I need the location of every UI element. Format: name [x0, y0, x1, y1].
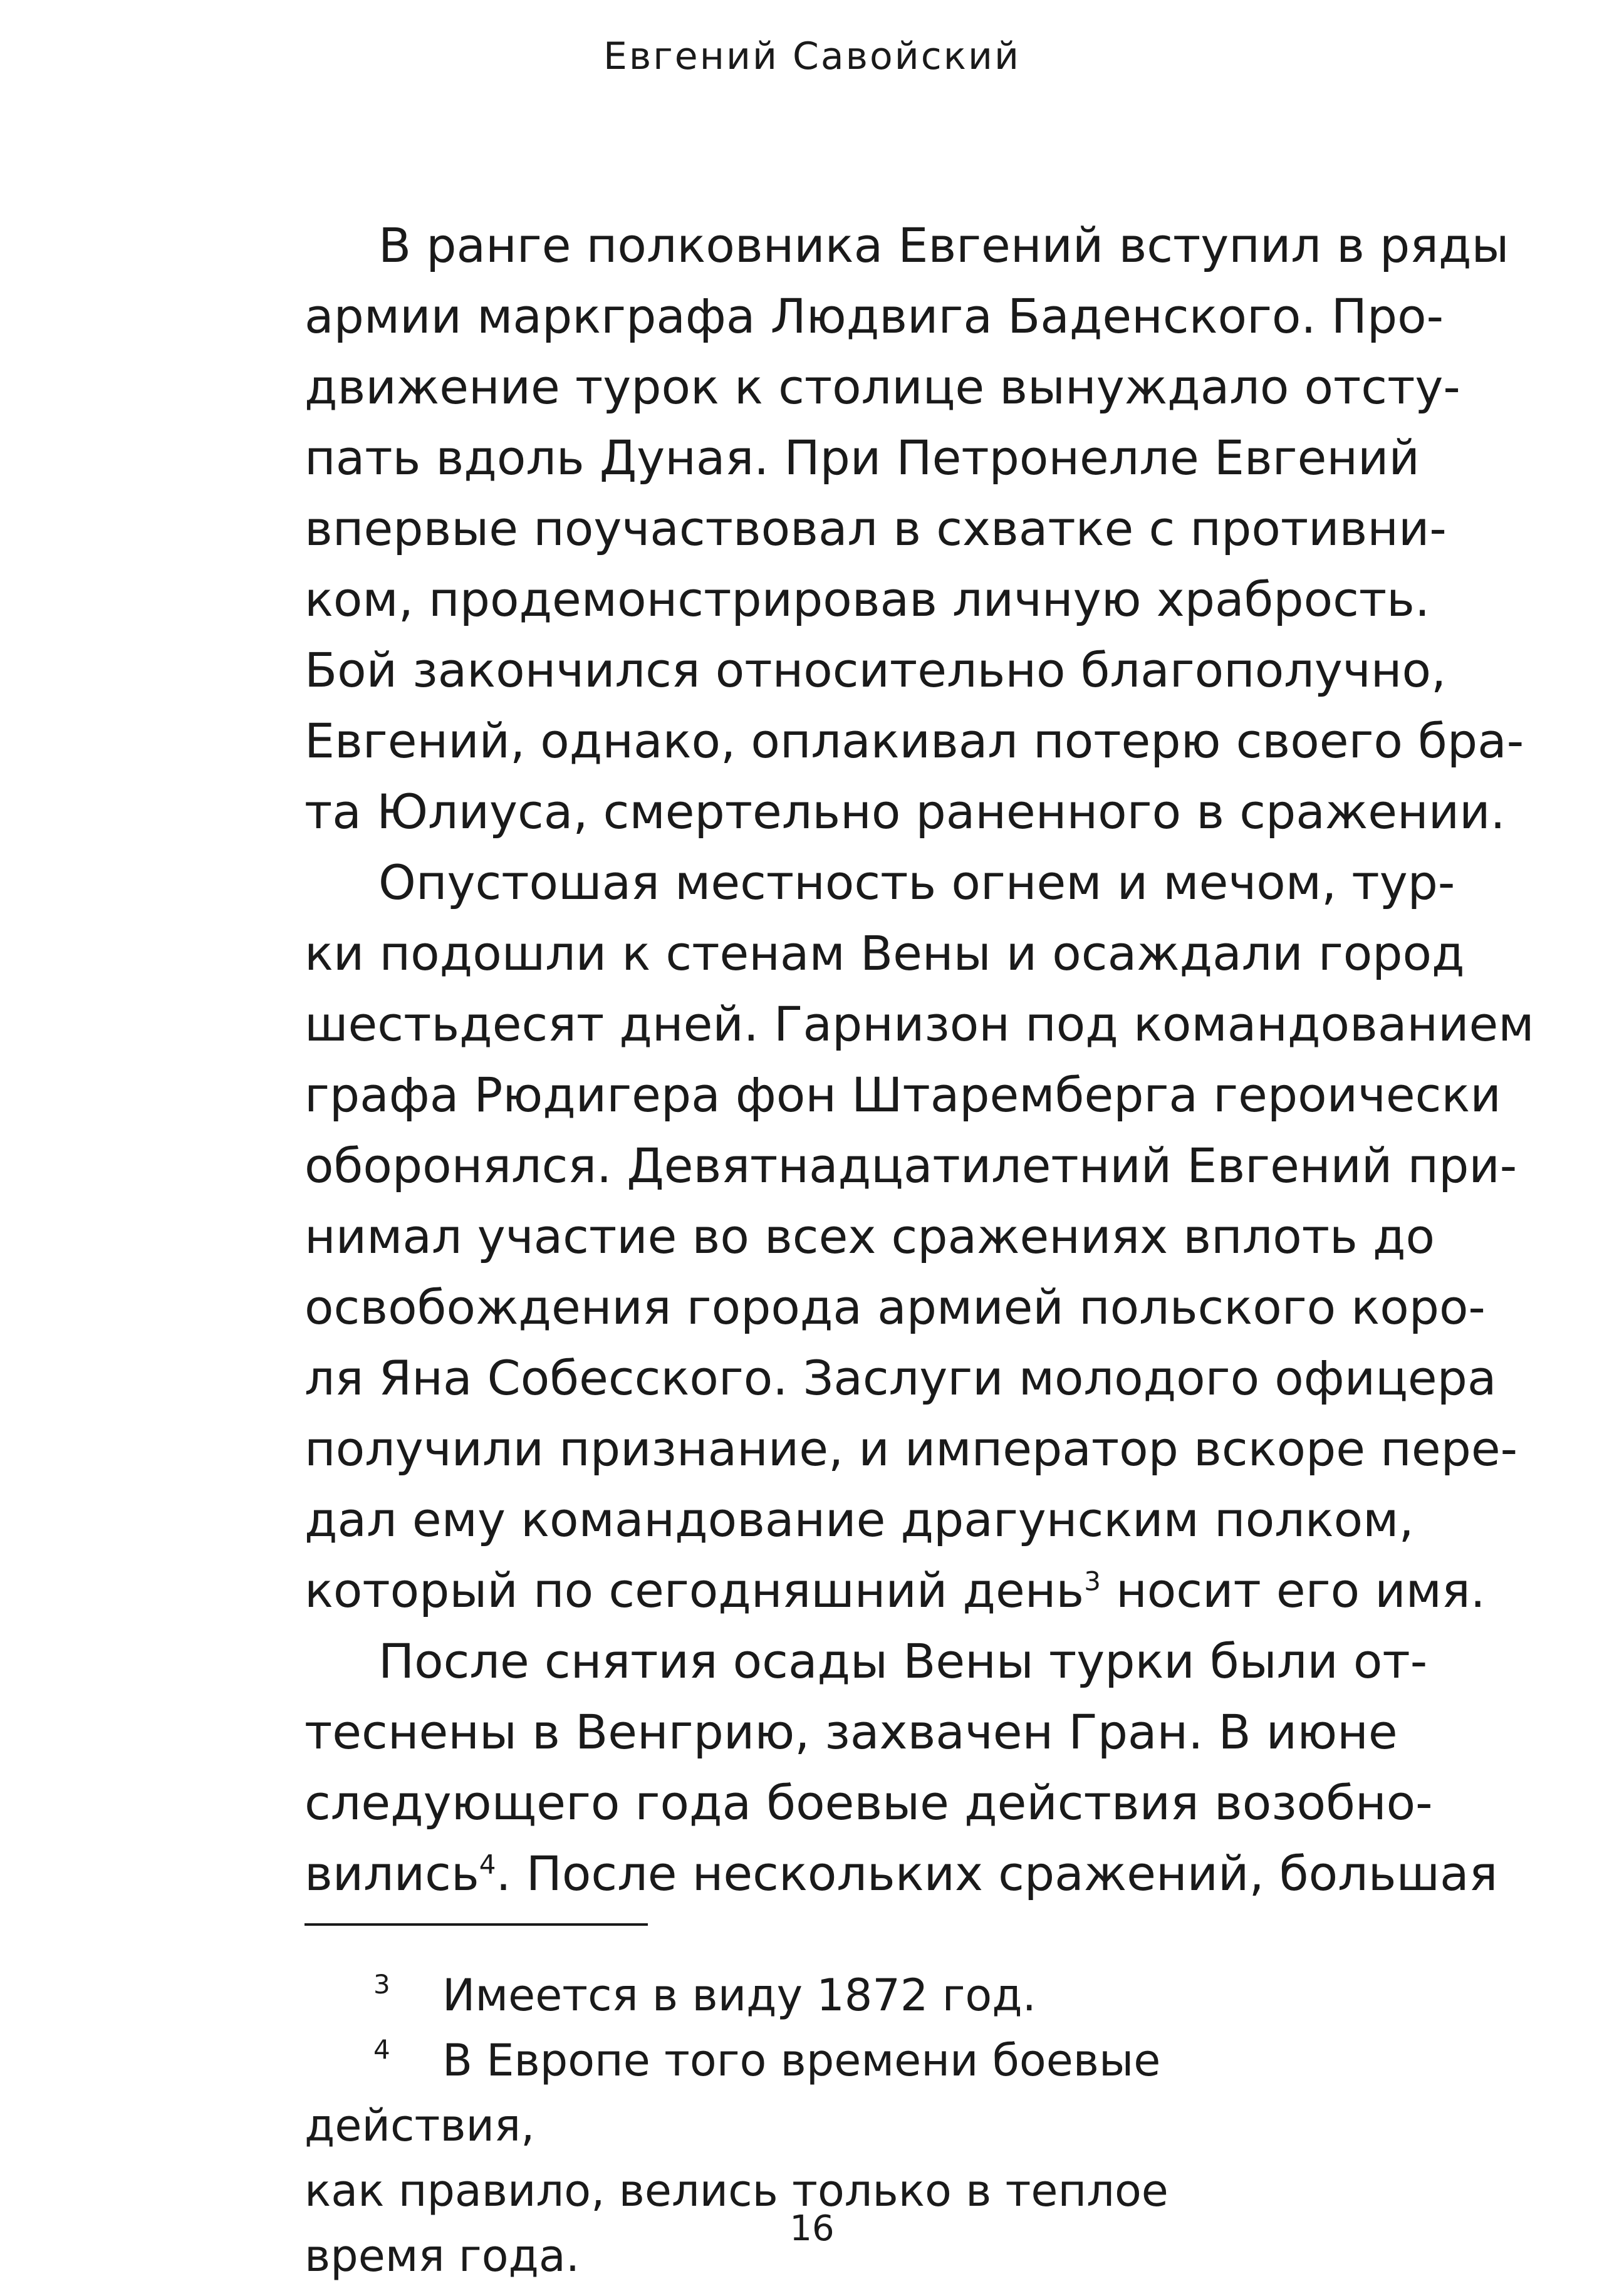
footnote-text: В Европе того времени боевые действия,: [304, 2035, 1161, 2151]
text-line: следующего года боевые действия возобно-: [304, 1775, 1433, 1831]
text-line: армии маркграфа Людвига Баденского. Про-: [304, 288, 1444, 344]
text-line: Опустошая местность огнем и мечом, тур-: [378, 855, 1455, 910]
text-line: ком, продемонстрировав личную храбрость.: [304, 571, 1430, 627]
text-line: ля Яна Собесского. Заслуги молодого офицера: [304, 1350, 1497, 1406]
footnote-text: Имеется в виду 1872 год.: [442, 1970, 1036, 2021]
text-line: движение турок к столице вынуждало отсту-: [304, 359, 1460, 415]
footnote-ref-3[interactable]: 3: [1084, 1566, 1101, 1597]
text-line: графа Рюдигера фон Штаремберга героически: [304, 1067, 1501, 1123]
text-line: [304, 1838, 1498, 1909]
text-line: нимал участие во всех сражениях вплоть до: [304, 1208, 1435, 1264]
text-line: впервые поучаствовал в схватке с противни-: [304, 501, 1447, 556]
text-line: Евгений, однако, оплакивал потерю своего бра-: [304, 713, 1524, 769]
text-line: дал ему командование драгунским полком,: [304, 1492, 1414, 1547]
text-fragment: . После нескольких сражений, большая: [496, 1846, 1498, 1901]
footnote-4: [304, 2028, 1320, 2158]
text-line: Бой закончился относительно благополучно,: [304, 642, 1447, 698]
text-fragment: вились: [304, 1846, 479, 1901]
body-text: [304, 210, 1534, 1909]
running-header: Евгений Савойский: [603, 34, 1021, 78]
text-fragment: который по сегодняшний день: [304, 1562, 1085, 1618]
text-line: получили признание, и император вскоре пере-: [304, 1421, 1518, 1477]
text-line: шестьдесят дней. Гарнизон под командованием: [304, 996, 1534, 1052]
footnote-4-continuation: как правило, велись только в теплое время года.: [304, 2165, 1169, 2282]
page-number: 16: [789, 2208, 835, 2249]
footnote-mark: 4: [373, 2034, 390, 2065]
text-line: [304, 1555, 1486, 1626]
text-line: освобождения города армией польского коро-: [304, 1279, 1486, 1335]
text-line: После снятия осады Вены турки были от-: [378, 1633, 1428, 1689]
text-line: оборонялся. Девятнадцатилетний Евгений при-: [304, 1138, 1517, 1193]
footnote-3: [304, 1963, 1320, 2028]
footnote-ref-4[interactable]: 4: [479, 1849, 496, 1880]
text-fragment: носит его имя.: [1100, 1562, 1486, 1618]
text-line: теснены в Венгрию, захвачен Гран. В июне: [304, 1704, 1398, 1760]
text-line: В ранге полковника Евгений вступил в ряды: [378, 217, 1509, 273]
footnote-mark: 3: [373, 1969, 390, 2000]
footnote-divider: [304, 1923, 648, 1926]
text-line: ки подошли к стенам Вены и осаждали город: [304, 925, 1465, 981]
text-line: пать вдоль Дуная. При Петронелле Евгений: [304, 430, 1420, 486]
text-line: та Юлиуса, смертельно раненного в сражении.: [304, 784, 1506, 839]
